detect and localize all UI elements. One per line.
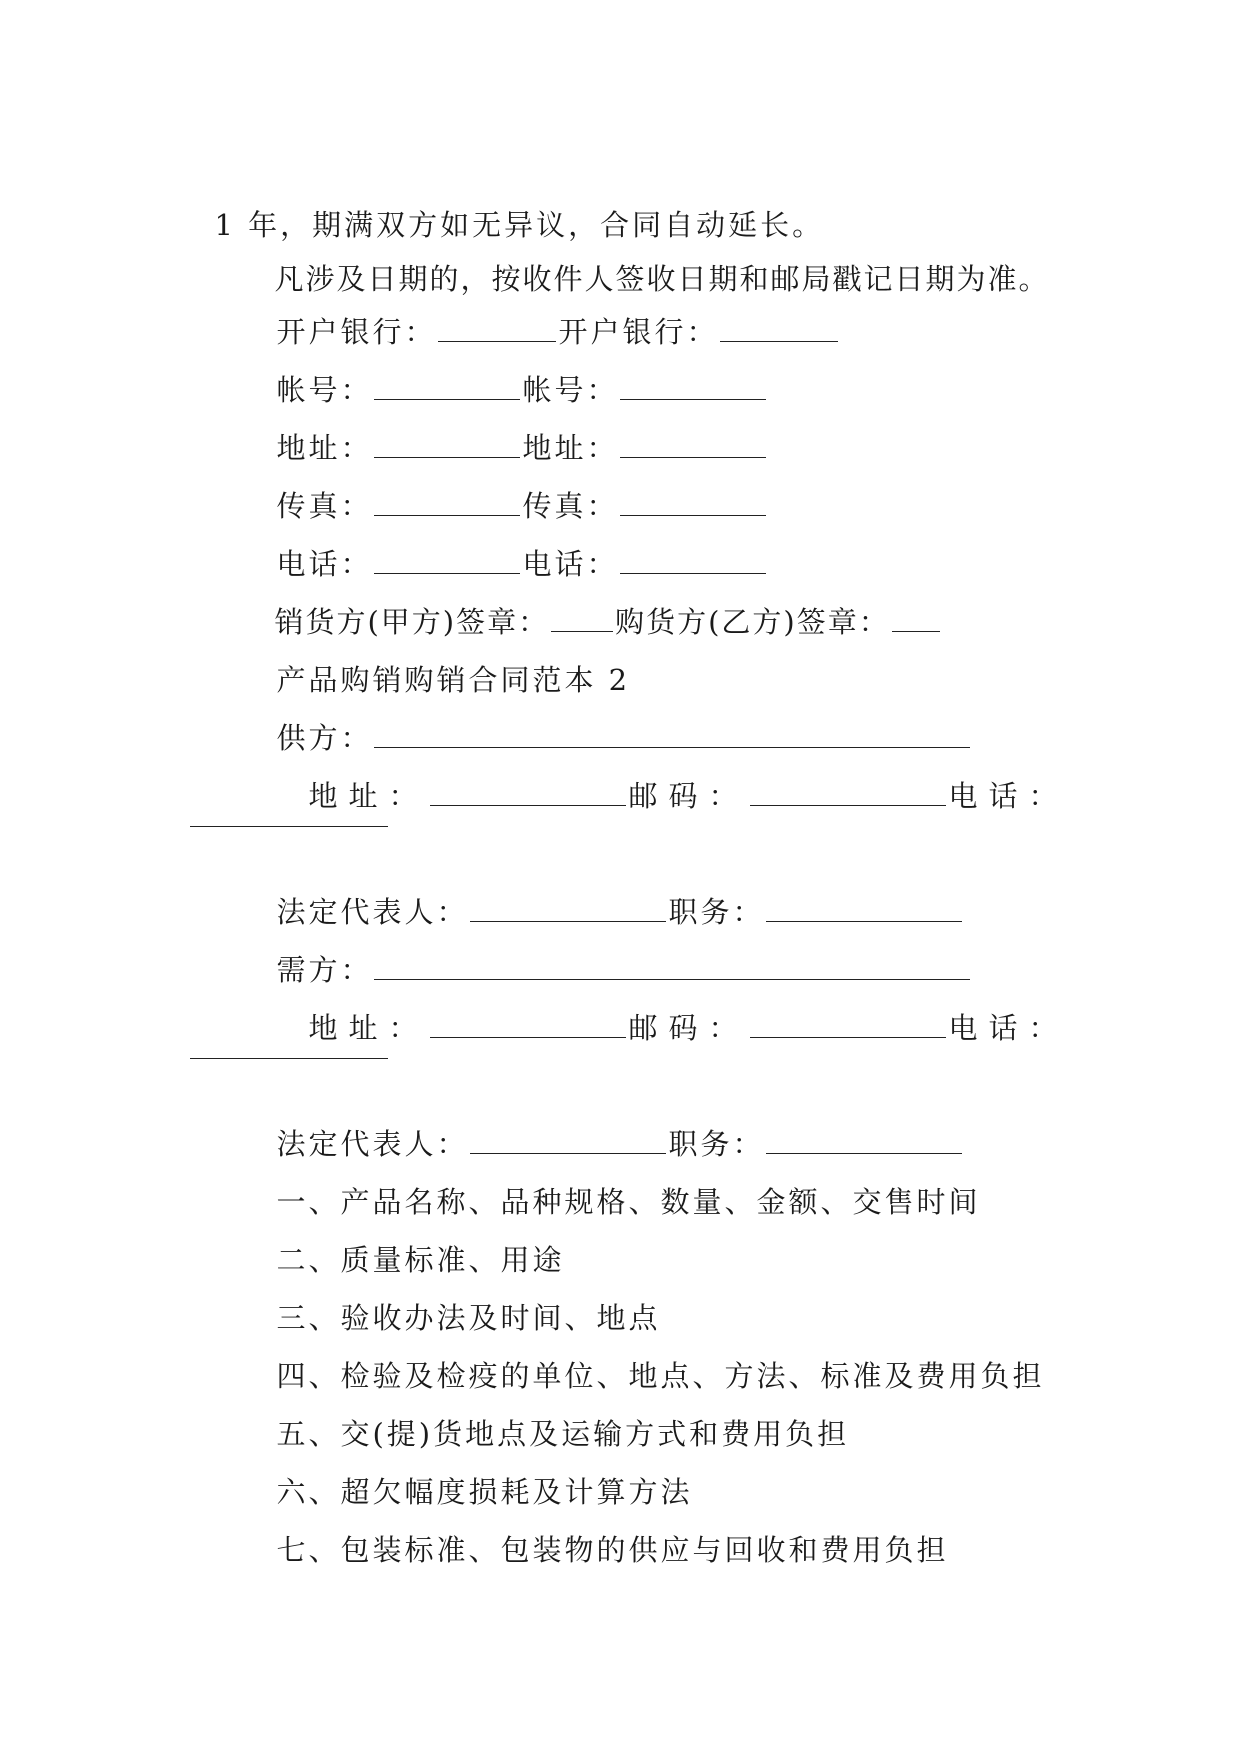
party-b-fax-label: 传真： (522, 489, 619, 523)
clause-text: 三、验收办法及时间、地点 (276, 1301, 661, 1335)
supplier-address-blank[interactable] (430, 779, 626, 806)
signature-row (252, 562, 942, 639)
supplier-contact-row (268, 736, 1069, 813)
buyer-address-label: 地址： (308, 1011, 429, 1045)
clause-text: 六、超欠幅度损耗及计算方法 (276, 1475, 693, 1509)
phone-row (252, 504, 768, 581)
buyer-signature-blank[interactable] (892, 605, 940, 632)
clause-text: 七、包装标准、包装物的供应与回收和费用负担 (276, 1533, 949, 1567)
supplier-address-label: 地址： (308, 779, 429, 813)
buyer-representative-row (252, 1084, 964, 1161)
contract-term-sentence (190, 165, 825, 242)
line-text: 产品购销购销合同范本 2 (276, 663, 631, 697)
clause-text: 四、检验及检疫的单位、地点、方法、标准及费用负担 (276, 1359, 1045, 1393)
party-a-phone-label: 电话： (276, 547, 373, 581)
clause-6 (252, 1432, 693, 1509)
clause-text: 五、交(提)货地点及运输方式和费用负担 (276, 1417, 850, 1451)
fax-row (252, 446, 768, 523)
buyer-address-blank[interactable] (430, 1011, 626, 1038)
buyer-label: 需方： (276, 953, 373, 987)
supplier-title-label: 职务： (668, 895, 765, 929)
party-b-phone-label: 电话： (522, 547, 619, 581)
supplier-representative-label: 法定代表人： (276, 895, 469, 929)
supplier-postcode-blank[interactable] (750, 779, 946, 806)
party-b-address-label: 地址： (522, 431, 619, 465)
section-heading (252, 620, 631, 697)
supplier-label: 供方： (276, 721, 373, 755)
clause-1 (252, 1142, 981, 1219)
line-text: 1 年，期满双方如无异议，合同自动延长。 (214, 208, 825, 242)
line-text: 凡涉及日期的，按收件人签收日期和邮局戳记日期为准。 (274, 262, 1050, 296)
clause-3 (252, 1258, 661, 1335)
supplier-postcode-label: 邮码： (628, 779, 749, 813)
party-a-account-label: 帐号： (276, 373, 373, 407)
supplier-phone-label: 电话： (948, 779, 1069, 813)
supplier-phone-blank[interactable] (190, 826, 388, 827)
supplier-row (252, 678, 972, 755)
buyer-title-label: 职务： (668, 1127, 765, 1161)
buyer-phone-label: 电话： (948, 1011, 1069, 1045)
supplier-representative-row (252, 852, 964, 929)
seller-signature-label: 销货方(甲方)签章： (274, 605, 550, 639)
party-b-bank-label: 开户银行： (558, 315, 719, 349)
clause-text: 二、质量标准、用途 (276, 1243, 565, 1277)
party-b-account-label: 帐号： (522, 373, 619, 407)
party-a-bank-label: 开户银行： (276, 315, 437, 349)
date-rule-sentence (252, 219, 1050, 296)
buyer-postcode-blank[interactable] (750, 1011, 946, 1038)
buyer-signature-label: 购货方(乙方)签章： (615, 605, 890, 639)
party-a-address-label: 地址： (276, 431, 373, 465)
buyer-row (252, 910, 972, 987)
clause-7 (252, 1490, 949, 1567)
buyer-phone-blank[interactable] (190, 1058, 388, 1059)
address-row (252, 388, 768, 465)
buyer-representative-label: 法定代表人： (276, 1127, 469, 1161)
buyer-contact-row (268, 968, 1069, 1045)
clause-2 (252, 1200, 565, 1277)
account-row (252, 330, 768, 407)
bank-row (252, 272, 840, 349)
buyer-postcode-label: 邮码： (628, 1011, 749, 1045)
clause-4 (252, 1316, 1045, 1393)
clause-text: 一、产品名称、品种规格、数量、金额、交售时间 (276, 1185, 981, 1219)
party-a-fax-label: 传真： (276, 489, 373, 523)
clause-5 (252, 1374, 850, 1451)
